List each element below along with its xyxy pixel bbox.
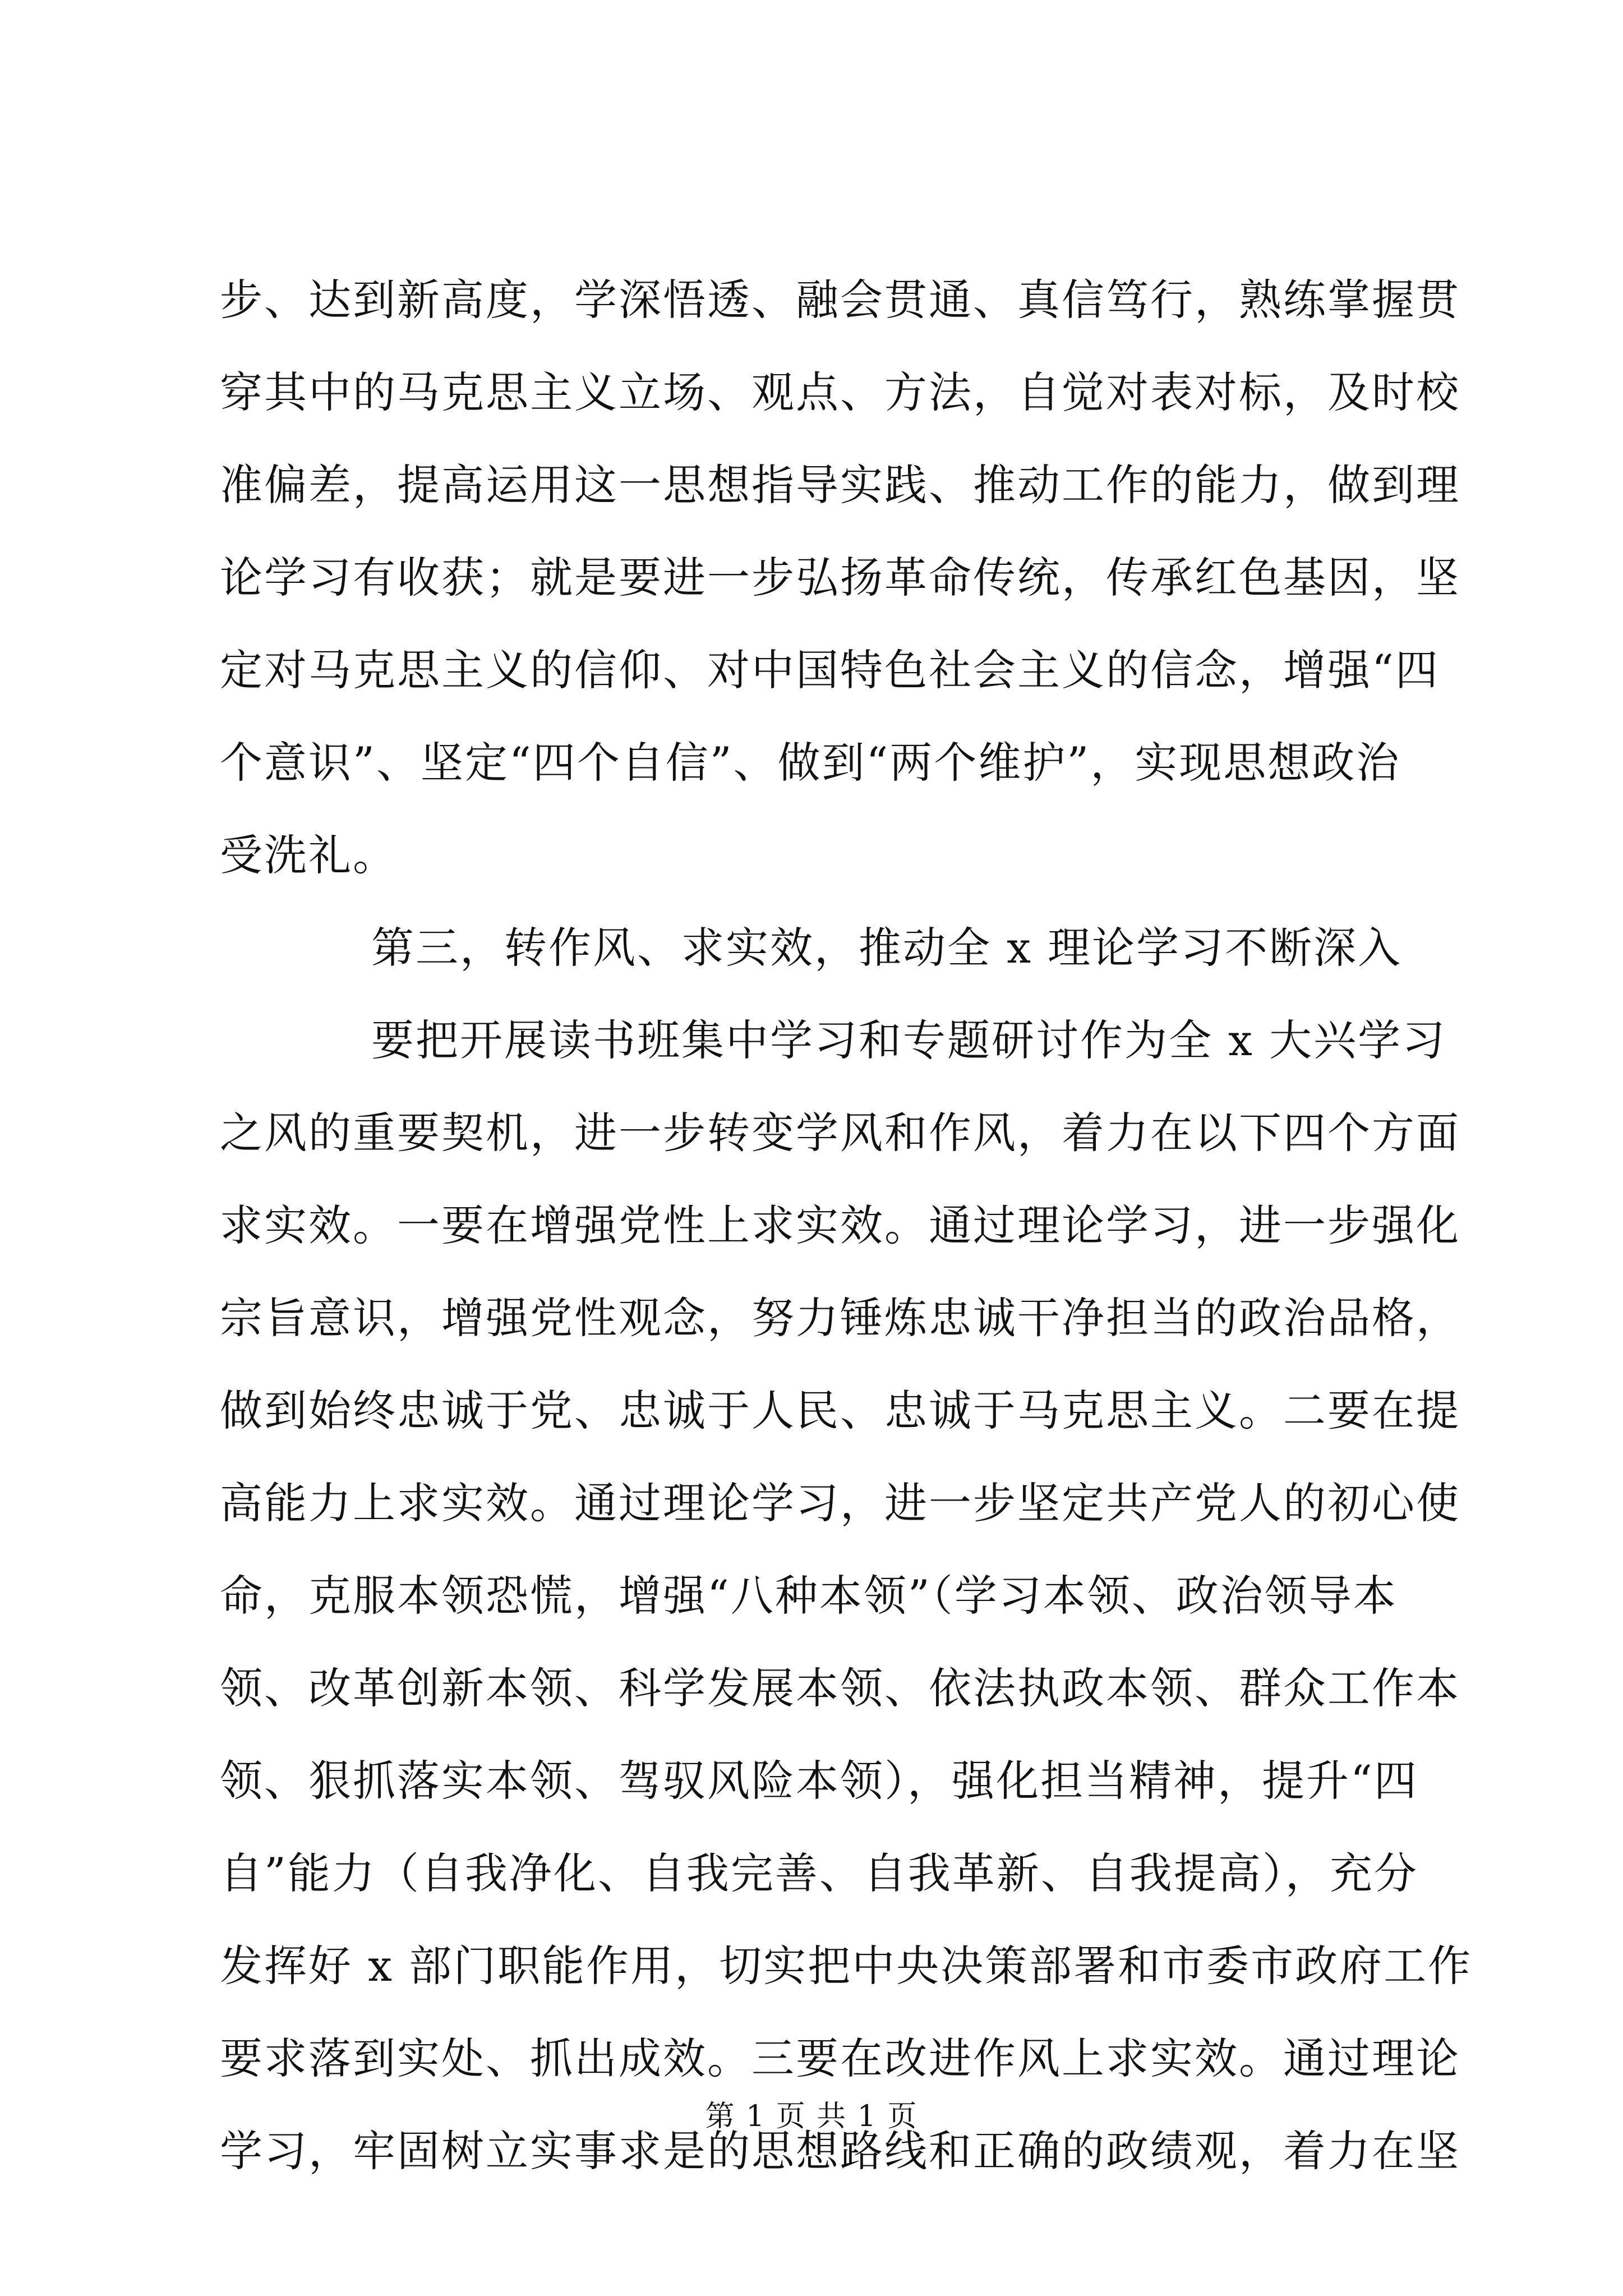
text-line: 领、改革创新本领、科学发展本领、依法执政本领、群众工作本 xyxy=(220,1663,1460,1713)
text-line: 论学习有收获；就是要进一步弘扬革命传统，传承红色基因，坚 xyxy=(220,553,1460,602)
text-line: 宗旨意识，增强党性观念，努力锤炼忠诚干净担当的政治品格， xyxy=(220,1293,1460,1343)
page-number-label: 第 1 页 共 1 页 xyxy=(705,2100,918,2133)
text-line: 之风的重要契机，进一步转变学风和作风，着力在以下四个方面 xyxy=(220,1108,1460,1158)
text-line: 准偏差，提高运用这一思想指导实践、推动工作的能力，做到理 xyxy=(220,460,1460,510)
text-line: 穿其中的马克思主义立场、观点、方法，自觉对表对标，及时校 xyxy=(220,367,1460,417)
section-heading: 第三，转作风、求实效，推动全 x 理论学习不断深入 xyxy=(371,923,1403,973)
text-line: 自”能力（自我净化、自我完善、自我革新、自我提高），充分 xyxy=(220,1848,1418,1898)
text-line: 发挥好 x 部门职能作用，切实把中央决策部署和市委市政府工作 xyxy=(220,1941,1473,1991)
text-line: 学习，牢固树立实事求是的思想路线和正确的政绩观，着力在坚 xyxy=(220,2126,1460,2176)
text-line: 定对马克思主义的信仰、对中国特色社会主义的信念，增强“四 xyxy=(220,645,1440,695)
text-line: 做到始终忠诚于党、忠诚于人民、忠诚于马克思主义。二要在提 xyxy=(220,1386,1460,1435)
text-line: 要求落到实处、抓出成效。三要在改进作风上求实效。通过理论 xyxy=(220,2033,1460,2083)
text-line: 受洗礼。 xyxy=(220,830,397,880)
page-footer xyxy=(0,2097,1623,2136)
text-line: 命，克服本领恐慌，增强“八种本领”（学习本领、政治领导本 xyxy=(220,1571,1398,1621)
paragraph-start-line: 要把开展读书班集中学习和专题研讨作为全 x 大兴学习 xyxy=(371,1015,1447,1065)
text-line: 高能力上求实效。通过理论学习，进一步坚定共产党人的初心使 xyxy=(220,1478,1460,1528)
text-line: 求实效。一要在增强党性上求实效。通过理论学习，进一步强化 xyxy=(220,1200,1460,1250)
body-text xyxy=(220,254,1473,2197)
text-line: 个意识”、坚定“四个自信”、做到“两个维护”，实现思想政治 xyxy=(220,738,1401,788)
text-line: 领、狠抓落实本领、驾驭风险本领），强化担当精神，提升“四 xyxy=(220,1756,1418,1806)
text-line: 步、达到新高度，学深悟透、融会贯通、真信笃行，熟练掌握贯 xyxy=(220,275,1460,325)
